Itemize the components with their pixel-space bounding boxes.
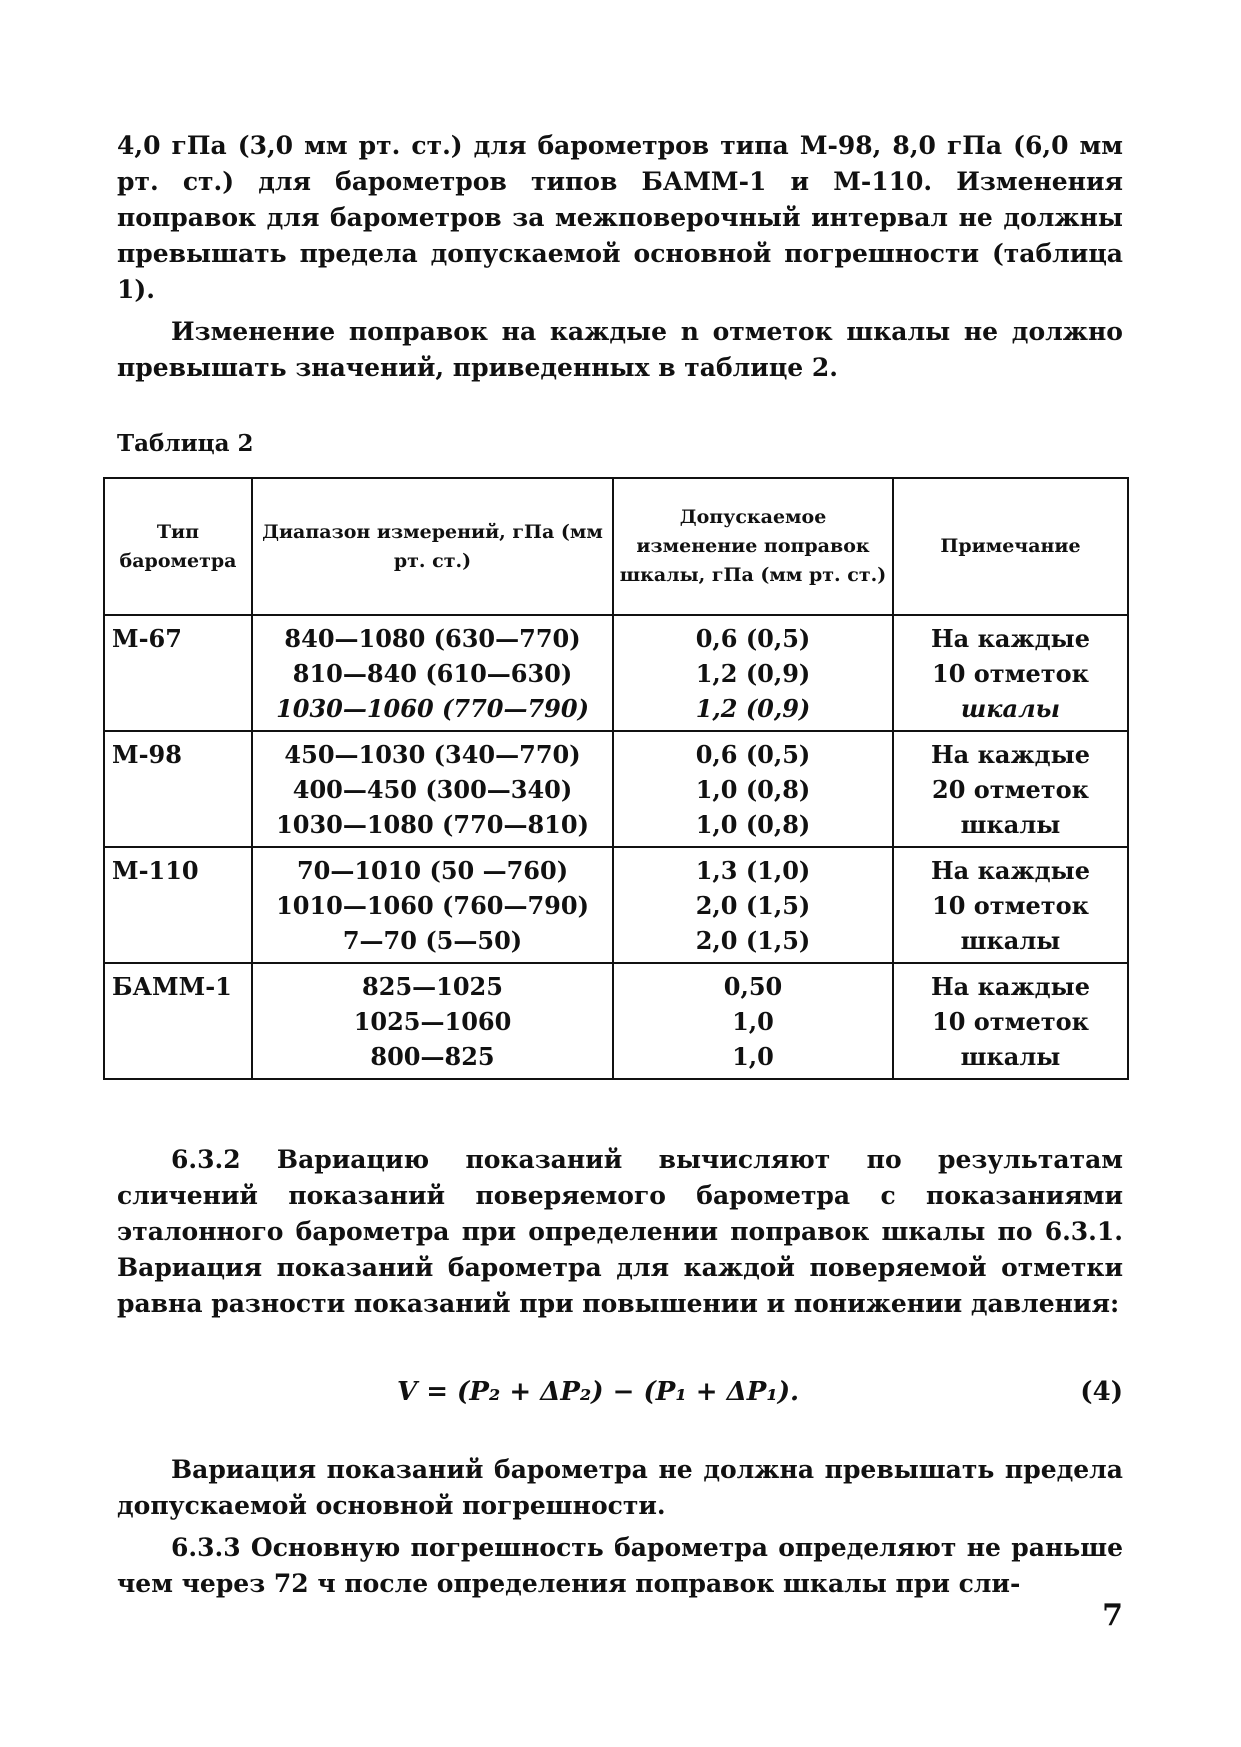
formula-number: (4) bbox=[1080, 1377, 1123, 1407]
note-line: 10 отметок bbox=[932, 1007, 1089, 1036]
top-text-block bbox=[117, 128, 1123, 386]
change-line: 0,6 (0,5) bbox=[695, 624, 811, 653]
range-line: 1030—1080 (770—810) bbox=[276, 810, 589, 839]
header-note: Примечание bbox=[893, 478, 1128, 615]
header-allowed-change: Допускаемое изменение поправок шкалы, гПа (мм рт. ст.) bbox=[613, 478, 893, 615]
paragraph-6-3-3: 6.3.3 Основную погрешность барометра определяют не раньше чем через 72 ч после определения поправок шкалы при сли- bbox=[117, 1533, 1123, 1598]
change-line: 1,0 bbox=[732, 1042, 774, 1071]
note-line: 10 отметок bbox=[932, 659, 1089, 688]
note-line: шкалы bbox=[960, 1042, 1061, 1071]
change-line: 1,0 bbox=[732, 1007, 774, 1036]
cell-type: М-98 bbox=[104, 731, 252, 847]
change-line: 1,3 (1,0) bbox=[695, 856, 811, 885]
bottom-text-block bbox=[117, 1452, 1123, 1602]
table-row bbox=[104, 847, 1128, 963]
cell-changes bbox=[613, 847, 893, 963]
cell-type: БАММ-1 bbox=[104, 963, 252, 1079]
page-number: 7 bbox=[1102, 1598, 1123, 1633]
change-line: 0,50 bbox=[723, 972, 783, 1001]
header-range: Диапазон измерений, гПа (мм рт. ст.) bbox=[252, 478, 613, 615]
table-row bbox=[104, 963, 1128, 1079]
cell-changes bbox=[613, 963, 893, 1079]
paragraph-corrections-limits: 4,0 гПа (3,0 мм рт. ст.) для барометров типа М-98, 8,0 гПа (6,0 мм рт. ст.) для барометров типов БАММ-1 и М-110. Изменения поправок для барометров за межповерочный интервал не должны превышать предела допускаемой основной погрешности (таблица 1). bbox=[117, 131, 1123, 304]
cell-changes bbox=[613, 731, 893, 847]
note-line: 20 отметок bbox=[932, 775, 1089, 804]
cell-note bbox=[893, 731, 1128, 847]
note-line: 10 отметок bbox=[932, 891, 1089, 920]
change-line: 0,6 (0,5) bbox=[695, 740, 811, 769]
range-line: 70—1010 (50 —760) bbox=[296, 856, 569, 885]
cell-note bbox=[893, 847, 1128, 963]
range-line: 1030—1060 (770—790) bbox=[276, 694, 589, 723]
note-line: На каждые bbox=[930, 972, 1091, 1001]
range-line: 7—70 (5—50) bbox=[342, 926, 523, 955]
change-line: 1,2 (0,9) bbox=[695, 659, 811, 688]
table-row bbox=[104, 731, 1128, 847]
middle-text-block bbox=[117, 1142, 1123, 1322]
range-line: 840—1080 (630—770) bbox=[284, 624, 581, 653]
cell-type: М-67 bbox=[104, 615, 252, 731]
change-line: 1,2 (0,9) bbox=[695, 694, 811, 723]
cell-note bbox=[893, 963, 1128, 1079]
range-line: 1025—1060 bbox=[353, 1007, 512, 1036]
range-line: 825—1025 bbox=[362, 972, 503, 1001]
note-line: шкалы bbox=[960, 810, 1061, 839]
paragraph-variation-limit: Вариация показаний барометра не должна превышать предела допускаемой основной погрешности. bbox=[117, 1455, 1123, 1520]
paragraph-variation: 6.3.2 Вариацию показаний вычисляют по результатам сличений показаний поверяемого барометра с показаниями эталонного барометра при определении поправок шкалы по 6.3.1. Вариация показаний барометра для каждой поверяемой отметки равна разности показаний при повышении и понижении давления: bbox=[117, 1145, 1123, 1318]
change-line: 1,0 (0,8) bbox=[695, 775, 811, 804]
range-line: 400—450 (300—340) bbox=[292, 775, 573, 804]
range-line: 450—1030 (340—770) bbox=[284, 740, 581, 769]
note-line: На каждые bbox=[930, 740, 1091, 769]
range-line: 800—825 bbox=[370, 1042, 495, 1071]
cell-ranges bbox=[252, 615, 613, 731]
cell-type: М-110 bbox=[104, 847, 252, 963]
cell-ranges bbox=[252, 731, 613, 847]
range-line: 810—840 (610—630) bbox=[292, 659, 573, 688]
cell-ranges bbox=[252, 847, 613, 963]
cell-note bbox=[893, 615, 1128, 731]
formula-4 bbox=[117, 1377, 1123, 1417]
table-row bbox=[104, 615, 1128, 731]
change-line: 2,0 (1,5) bbox=[695, 891, 811, 920]
change-line: 2,0 (1,5) bbox=[695, 926, 811, 955]
note-line: шкалы bbox=[960, 694, 1061, 723]
change-line: 1,0 (0,8) bbox=[695, 810, 811, 839]
note-line: На каждые bbox=[930, 624, 1091, 653]
note-line: шкалы bbox=[960, 926, 1061, 955]
header-type: Тип барометра bbox=[104, 478, 252, 615]
cell-ranges bbox=[252, 963, 613, 1079]
range-line: 1010—1060 (760—790) bbox=[276, 891, 589, 920]
table-header-row bbox=[104, 478, 1128, 615]
cell-changes bbox=[613, 615, 893, 731]
barometer-table bbox=[103, 477, 1129, 1080]
formula-expression: V = (P₂ + ΔP₂) − (P₁ + ΔP₁). bbox=[397, 1377, 800, 1407]
table-title: Таблица 2 bbox=[117, 430, 254, 457]
paragraph-n-marks: Изменение поправок на каждые n отметок шкалы не должно превышать значений, приведенных в таблице 2. bbox=[117, 317, 1123, 382]
note-line: На каждые bbox=[930, 856, 1091, 885]
